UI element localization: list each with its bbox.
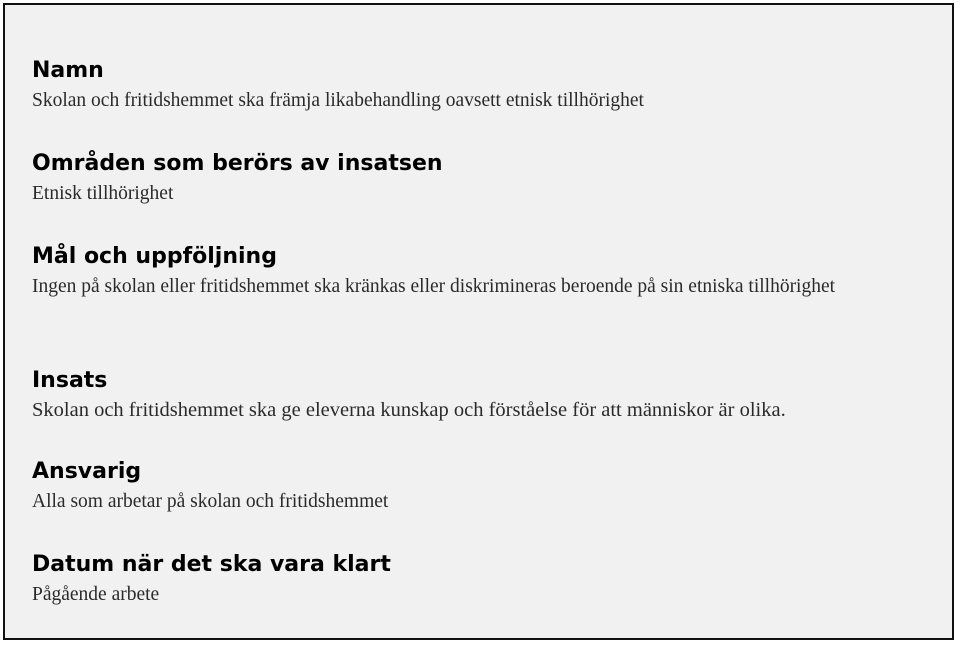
section-omraden (32, 150, 922, 209)
section-ansvarig (32, 458, 922, 517)
section-heading: Namn (32, 58, 104, 83)
document-panel (3, 3, 954, 640)
section-datum (32, 551, 922, 610)
section-heading: Mål och uppföljning (32, 244, 277, 269)
section-text: Skolan och fritidshemmet ska ge eleverna kunskap och förståelse för att människor är olika. (32, 399, 786, 421)
section-heading: Insats (32, 368, 108, 393)
section-heading: Områden som berörs av insatsen (32, 151, 443, 176)
section-text: Etnisk tillhörighet (32, 183, 174, 204)
section-insats (32, 367, 922, 426)
section-mal-och-uppfoljning (32, 243, 922, 302)
section-text: Skolan och fritidshemmet ska främja likabehandling oavsett etnisk tillhörighet (32, 90, 644, 111)
section-heading: Datum när det ska vara klart (32, 552, 391, 577)
section-namn (32, 57, 922, 116)
section-text: Alla som arbetar på skolan och fritidshemmet (32, 491, 389, 512)
section-heading: Ansvarig (32, 459, 142, 484)
section-text: Pågående arbete (32, 584, 160, 605)
section-text: Ingen på skolan eller fritidshemmet ska kränkas eller diskrimineras beroende på sin etniska tillhörighet (32, 276, 836, 297)
